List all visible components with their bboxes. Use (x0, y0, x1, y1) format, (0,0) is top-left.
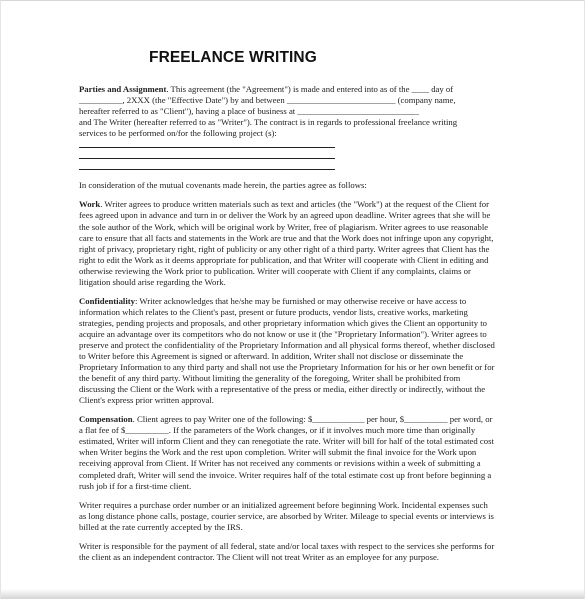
line-text: information which relates to the Client's past, present or future products, vendor lists, creative works, marketing (79, 306, 468, 317)
text-line (79, 470, 516, 481)
text-line (79, 458, 516, 469)
text-line (79, 447, 516, 458)
text-line (79, 255, 516, 266)
line-text: to Writer before this Agreement is signed or afterward. In addition, Writer shall not disclose or disseminate the (79, 351, 464, 362)
line-text: strategies, pending projects and proposals, and other proprietary information which gives the Client an opportunity to (79, 317, 487, 328)
line-text: the client as an independent contractor. The Client will not treat Writer as an employee for any purpose. (79, 551, 439, 562)
line-text: litigation should arise regarding the Work. (79, 276, 226, 287)
line-text: . Writer agrees to produce written materials such as text and articles (the "Work") at the request of the Client for (100, 199, 489, 210)
text-line (79, 180, 516, 191)
paragraph-gap (79, 191, 516, 199)
text-line (79, 296, 516, 307)
paragraph-gap (79, 406, 516, 414)
text-line (79, 307, 516, 318)
text-line (79, 277, 516, 288)
line-text: care to ensure that all facts and statements in the Work are true and that the Work does not infringe upon any copyright, (79, 232, 494, 243)
text-line (79, 500, 516, 511)
text-line (79, 522, 516, 533)
text-line (79, 436, 516, 447)
line-text: __________, 2XXX (the "Effective Date") by and between _________________________ (company name, (79, 95, 456, 106)
section-heading: Confidentiality (79, 295, 135, 306)
line-text: . This agreement (the "Agreement") is made and entered into as of the ____ day of (166, 84, 454, 94)
line-text: hereafter referred to as "Client"), having a place of business at ____________________________ (79, 106, 420, 117)
text-line (79, 414, 516, 425)
line-text: services to be performed on/for the following project (s): (79, 128, 277, 139)
project-blank-line (79, 161, 516, 172)
section-heading: Compensation (79, 414, 133, 425)
text-line (79, 128, 516, 139)
line-text: : Writer acknowledges that he/she may be furnished or may otherwise receive or have access to (135, 295, 467, 306)
line-text: receiving approval from Client. If Writer has not received any comments or revisions within a week of submitting a (79, 458, 481, 469)
text-line (79, 481, 516, 492)
line-text: discussing the Client or the Work with a representative of the press or media, either directly or indirectly, without the (79, 384, 486, 395)
document-title: FREELANCE WRITING (149, 49, 317, 66)
text-line (79, 329, 516, 340)
text-line (79, 106, 516, 117)
line-text: completed draft, Writer will send the invoice. Writer requires half of the total estimate cost up front before beginning a (79, 469, 492, 480)
line-text: rush job if for a first-time client. (79, 480, 192, 491)
text-line (79, 199, 516, 210)
line-text: Writer is responsible for the payment of all federal, state and/or local taxes with respect to the services she performs for (79, 540, 495, 551)
document-body (79, 84, 516, 563)
text-line (79, 425, 516, 436)
paragraph-gap (79, 533, 516, 541)
line-text: otherwise reviewing the Work prior to publication. Writer will cooperate with Client if any complaints, claims or (79, 265, 471, 276)
line-text: fees agreed upon in advance and turn in or deliver the Work by an agreed upon deadline. Writer agrees that she will be (79, 210, 491, 221)
project-blank-line (79, 150, 516, 161)
line-text: billed at the rate currently accepted by the IRS. (79, 521, 243, 532)
line-text: as long distance phone calls, postage, courier service, are absorbed by Writer. Mileage to special events or interviews is (79, 510, 494, 521)
paragraph-gap (79, 492, 516, 500)
line-text: acquire an advantage over its competitors who do not know or use it (the "Proprietary Information"). Writer agrees to (79, 328, 487, 339)
line-text: when Writer begins the Work and the rest upon completion. Writer will submit the final invoice for the Work upon (79, 447, 477, 458)
line-text: right of privacy, proprietary right, right of publicity or any other right of a third party. Writer agrees that Client has the (79, 243, 490, 254)
line-text: Writer requires a purchase order number or an initialized agreement before beginning Work. Incidental expenses such (79, 499, 488, 510)
text-line (79, 340, 516, 351)
line-text: the benefit of any third party. Without limiting the generality of the foregoing, Writer shall be prohibited from (79, 373, 461, 384)
text-line (79, 541, 516, 552)
text-line (79, 266, 516, 277)
line-text: a flat fee of $__________. If the parameters of the Work changes, or if it involves much more time than originally (79, 425, 476, 436)
text-line (79, 395, 516, 406)
line-text: Client's express prior written approval. (79, 395, 214, 406)
text-line (79, 95, 516, 106)
line-text: Proprietary Information to any third party and shall not use the Proprietary Information for his or her own benefit or for (79, 362, 495, 373)
line-text: right to edit the Work as it deems appropriate for publication, and that Writer will cooperate with Client in editing and (79, 254, 489, 265)
section-heading: Work (79, 199, 101, 210)
project-blank-line (79, 139, 516, 150)
text-line (79, 233, 516, 244)
text-line (79, 552, 516, 563)
text-line (79, 244, 516, 255)
text-line (79, 84, 516, 95)
text-line (79, 210, 516, 221)
line-text: preserve and protect the confidentiality of the Proprietary Information and all physical forms thereof, whether disclosed (79, 339, 495, 350)
text-line (79, 373, 516, 384)
text-line (79, 384, 516, 395)
text-line (79, 511, 516, 522)
text-line (79, 318, 516, 329)
paragraph-gap (79, 288, 516, 296)
text-line (79, 117, 516, 128)
line-text: . Client agrees to pay Writer one of the following: $____________ per hour, $__________ per word, or (132, 414, 493, 425)
paragraph-gap (79, 172, 516, 180)
line-text: In consideration of the mutual covenants made herein, the parties agree as follows: (79, 180, 367, 191)
line-text: and The Writer (hereafter referred to as "Writer"). The contract is in regards to professional freelance writing (79, 117, 458, 128)
text-line (79, 222, 516, 233)
line-text: estimated, Writer will inform Client and they can renegotiate the rate. Writer will bill for half of the total estimated cost (79, 436, 494, 447)
text-line (79, 351, 516, 362)
section-heading: Parties and Assignment (79, 84, 167, 94)
text-line (79, 362, 516, 373)
line-text: the sole author of the Work, which will be original work by Writer, free of plagiarism. Writer agrees to use reasonable (79, 221, 489, 232)
